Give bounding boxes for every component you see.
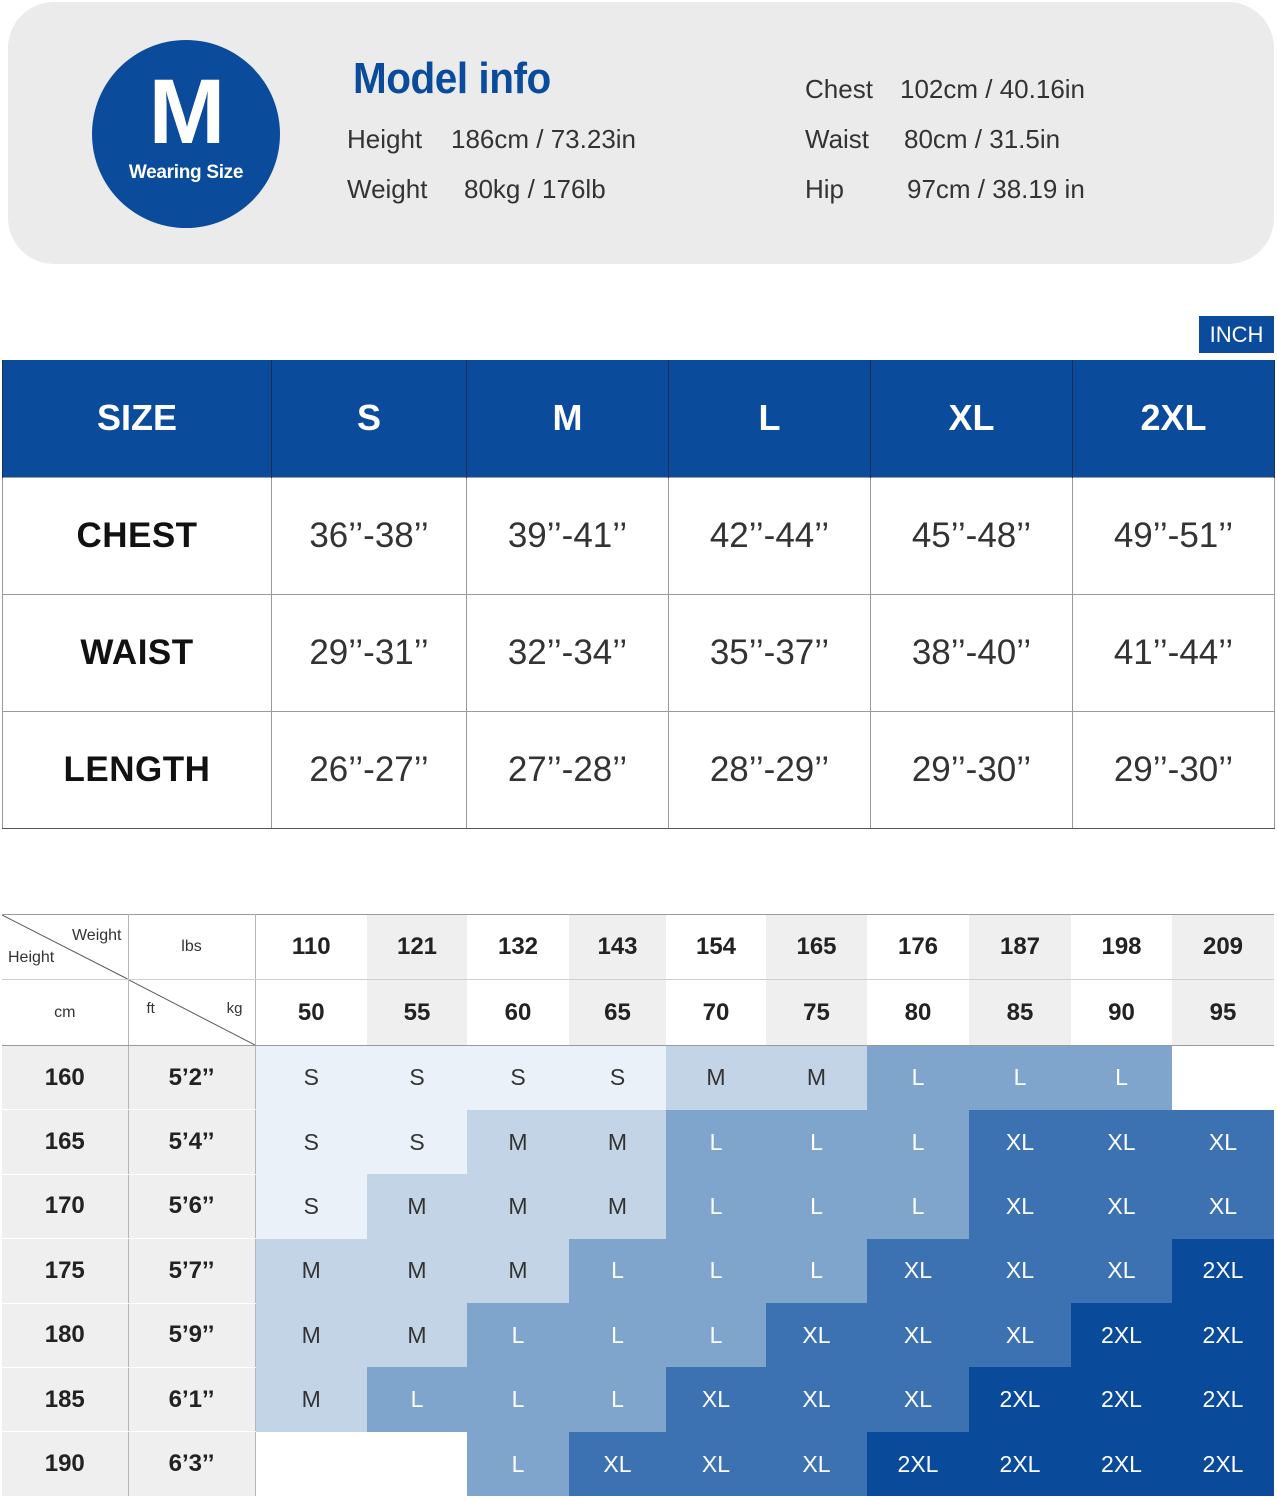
size-cell: XL <box>969 1174 1071 1238</box>
size-cell: L <box>666 1110 766 1174</box>
size-cell: L <box>467 1303 569 1367</box>
cm-label: cm <box>2 980 128 1046</box>
table-cell: 41’’-44’’ <box>1073 594 1275 711</box>
size-cell: XL <box>1172 1174 1274 1238</box>
table-row <box>2 1303 1274 1367</box>
weight-lbs: 209 <box>1172 915 1274 980</box>
table-cell: 29’’-30’’ <box>1073 711 1275 828</box>
table-cell: 49’’-51’’ <box>1073 477 1275 594</box>
size-cell: S <box>367 1110 467 1174</box>
size-cell: L <box>666 1303 766 1367</box>
height-ft: 6’1’’ <box>128 1367 255 1431</box>
table-cell: 32’’-34’’ <box>467 594 669 711</box>
weight-lbs: 176 <box>867 915 969 980</box>
size-header-l: L <box>669 360 871 477</box>
height-ft: 5’2’’ <box>128 1046 255 1110</box>
table-cell: 27’’-28’’ <box>467 711 669 828</box>
size-cell: 2XL <box>867 1432 969 1496</box>
model-hip-value: 97cm / 38.19 in <box>907 174 1085 204</box>
row-label-length: LENGTH <box>3 711 272 828</box>
height-cm: 160 <box>2 1046 128 1110</box>
table-cell: 45’’-48’’ <box>871 477 1073 594</box>
size-cell: M <box>467 1174 569 1238</box>
size-cell: L <box>969 1046 1071 1110</box>
table-cell: 29’’-31’’ <box>272 594 467 711</box>
size-header-m: M <box>467 360 669 477</box>
model-height-row <box>347 124 637 155</box>
size-cell: M <box>467 1239 569 1303</box>
size-cell: L <box>569 1303 666 1367</box>
size-cell: 2XL <box>1071 1367 1172 1431</box>
table-cell: 29’’-30’’ <box>871 711 1073 828</box>
height-ft: 5’7’’ <box>128 1239 255 1303</box>
height-cm: 175 <box>2 1239 128 1303</box>
size-cell: XL <box>969 1110 1071 1174</box>
size-cell: 2XL <box>1172 1239 1274 1303</box>
weight-kg: 85 <box>969 980 1071 1046</box>
table-cell: 35’’-37’’ <box>669 594 871 711</box>
size-cell: 2XL <box>1172 1303 1274 1367</box>
size-cell: 2XL <box>1071 1432 1172 1496</box>
size-cell: L <box>867 1174 969 1238</box>
height-ft: 6’3’’ <box>128 1432 255 1496</box>
size-cell: L <box>666 1239 766 1303</box>
height-cm: 190 <box>2 1432 128 1496</box>
size-cell: XL <box>969 1239 1071 1303</box>
model-hip-label: Hip <box>805 174 845 204</box>
size-cell <box>1172 1046 1274 1110</box>
model-chest-label: Chest <box>805 74 873 104</box>
model-height-label: Height <box>347 124 423 154</box>
size-cell: M <box>367 1239 467 1303</box>
size-cell: M <box>367 1174 467 1238</box>
weight-kg-row <box>2 980 1274 1046</box>
size-cell: M <box>467 1110 569 1174</box>
weight-lbs: 154 <box>666 915 766 980</box>
size-cell: 2XL <box>1071 1303 1172 1367</box>
table-row <box>2 1432 1274 1496</box>
size-cell <box>255 1432 367 1496</box>
model-chest-value: 102cm / 40.16in <box>900 74 1086 104</box>
size-cell: XL <box>666 1432 766 1496</box>
height-cm: 185 <box>2 1367 128 1431</box>
weight-kg: 80 <box>867 980 969 1046</box>
size-cell: S <box>255 1110 367 1174</box>
model-weight-row <box>347 174 606 205</box>
size-cell: XL <box>666 1367 766 1431</box>
weight-lbs: 132 <box>467 915 569 980</box>
table-row <box>2 1110 1274 1174</box>
model-waist-label: Waist <box>805 124 870 154</box>
weight-lbs: 110 <box>255 915 367 980</box>
table-cell: 38’’-40’’ <box>871 594 1073 711</box>
size-cell: S <box>255 1046 367 1110</box>
size-cell: M <box>666 1046 766 1110</box>
size-cell: XL <box>1071 1174 1172 1238</box>
height-cm: 180 <box>2 1303 128 1367</box>
table-row <box>2 1174 1274 1238</box>
size-cell: XL <box>1071 1110 1172 1174</box>
size-recommendation-grid <box>2 914 1274 1497</box>
weight-lbs: 187 <box>969 915 1071 980</box>
size-cell: M <box>255 1239 367 1303</box>
table-cell: 36’’-38’’ <box>272 477 467 594</box>
weight-kg: 60 <box>467 980 569 1046</box>
corner-diagonal-line <box>2 915 128 979</box>
size-cell: XL <box>867 1239 969 1303</box>
size-cell: M <box>569 1110 666 1174</box>
weight-lbs: 198 <box>1071 915 1172 980</box>
size-cell: M <box>367 1303 467 1367</box>
size-header: SIZE <box>3 360 272 477</box>
size-cell: XL <box>766 1367 867 1431</box>
weight-lbs: 143 <box>569 915 666 980</box>
weight-kg: 65 <box>569 980 666 1046</box>
size-cell: S <box>255 1174 367 1238</box>
size-cell: L <box>467 1367 569 1431</box>
model-waist-row <box>805 124 1061 155</box>
table-cell: 42’’-44’’ <box>669 477 871 594</box>
size-cell: XL <box>569 1432 666 1496</box>
model-info-card <box>8 2 1274 264</box>
size-cell: L <box>569 1367 666 1431</box>
height-ft: 5’9’’ <box>128 1303 255 1367</box>
size-cell: L <box>766 1174 867 1238</box>
table-cell: 28’’-29’’ <box>669 711 871 828</box>
size-cell: L <box>569 1239 666 1303</box>
weight-kg: 75 <box>766 980 867 1046</box>
table-row <box>2 1367 1274 1431</box>
size-cell: XL <box>867 1303 969 1367</box>
size-chart-row-chest <box>3 477 1275 594</box>
size-cell: 2XL <box>1172 1432 1274 1496</box>
lbs-label: lbs <box>128 915 255 980</box>
weight-height-corner <box>2 915 128 980</box>
model-hip-row <box>805 174 1085 205</box>
size-cell: S <box>569 1046 666 1110</box>
size-cell: 2XL <box>1172 1367 1274 1431</box>
weight-kg: 70 <box>666 980 766 1046</box>
size-cell: 2XL <box>969 1432 1071 1496</box>
unit-badge: INCH <box>1199 316 1274 353</box>
weight-lbs-row <box>2 915 1274 980</box>
size-cell: XL <box>1172 1110 1274 1174</box>
row-label-waist: WAIST <box>3 594 272 711</box>
ft-kg-corner <box>128 980 255 1046</box>
size-cell: XL <box>766 1303 867 1367</box>
model-chest-row <box>805 74 1086 105</box>
size-header-s: S <box>272 360 467 477</box>
size-chart-row-length <box>3 711 1275 828</box>
size-cell: XL <box>867 1367 969 1431</box>
table-cell: 39’’-41’’ <box>467 477 669 594</box>
size-cell: L <box>1071 1046 1172 1110</box>
model-info-title: Model info <box>353 54 551 103</box>
table-row <box>2 1046 1274 1110</box>
row-label-chest: CHEST <box>3 477 272 594</box>
weight-lbs: 165 <box>766 915 867 980</box>
size-cell: L <box>666 1174 766 1238</box>
size-cell: S <box>467 1046 569 1110</box>
size-cell: L <box>367 1367 467 1431</box>
size-cell: 2XL <box>969 1367 1071 1431</box>
size-chart-row-waist <box>3 594 1275 711</box>
weight-kg: 55 <box>367 980 467 1046</box>
table-cell: 26’’-27’’ <box>272 711 467 828</box>
model-weight-label: Weight <box>347 174 428 204</box>
weight-kg: 50 <box>255 980 367 1046</box>
corner-height-label: Height <box>8 949 55 966</box>
size-header-2xl: 2XL <box>1073 360 1275 477</box>
size-cell: M <box>569 1174 666 1238</box>
size-chart-table <box>2 360 1275 829</box>
height-ft: 5’4’’ <box>128 1110 255 1174</box>
corner-weight-label: Weight <box>71 927 122 944</box>
wearing-size-letter: M <box>148 61 224 163</box>
size-cell <box>367 1432 467 1496</box>
size-cell: L <box>467 1432 569 1496</box>
size-cell: M <box>255 1303 367 1367</box>
table-row <box>2 1239 1274 1303</box>
size-cell: XL <box>1071 1239 1172 1303</box>
recommendation-rows <box>2 1046 1274 1497</box>
model-weight-value: 80kg / 176lb <box>464 174 606 204</box>
model-height-value: 186cm / 73.23in <box>451 124 637 154</box>
weight-lbs: 121 <box>367 915 467 980</box>
size-cell: M <box>255 1367 367 1431</box>
weight-kg: 95 <box>1172 980 1274 1046</box>
size-header-xl: XL <box>871 360 1073 477</box>
weight-kg: 90 <box>1071 980 1172 1046</box>
kg-label: kg <box>226 1000 243 1017</box>
size-cell: L <box>867 1046 969 1110</box>
height-cm: 165 <box>2 1110 128 1174</box>
ft-label: ft <box>146 1000 155 1017</box>
model-waist-value: 80cm / 31.5in <box>904 124 1061 154</box>
size-cell: M <box>766 1046 867 1110</box>
size-chart-header-row <box>3 360 1275 477</box>
wearing-size-caption: Wearing Size <box>128 162 244 183</box>
wearing-size-badge <box>92 40 280 228</box>
size-cell: L <box>766 1239 867 1303</box>
height-cm: 170 <box>2 1174 128 1238</box>
size-cell: L <box>867 1110 969 1174</box>
height-ft: 5’6’’ <box>128 1174 255 1238</box>
size-cell: XL <box>766 1432 867 1496</box>
size-cell: L <box>766 1110 867 1174</box>
size-cell: S <box>367 1046 467 1110</box>
size-cell: XL <box>969 1303 1071 1367</box>
